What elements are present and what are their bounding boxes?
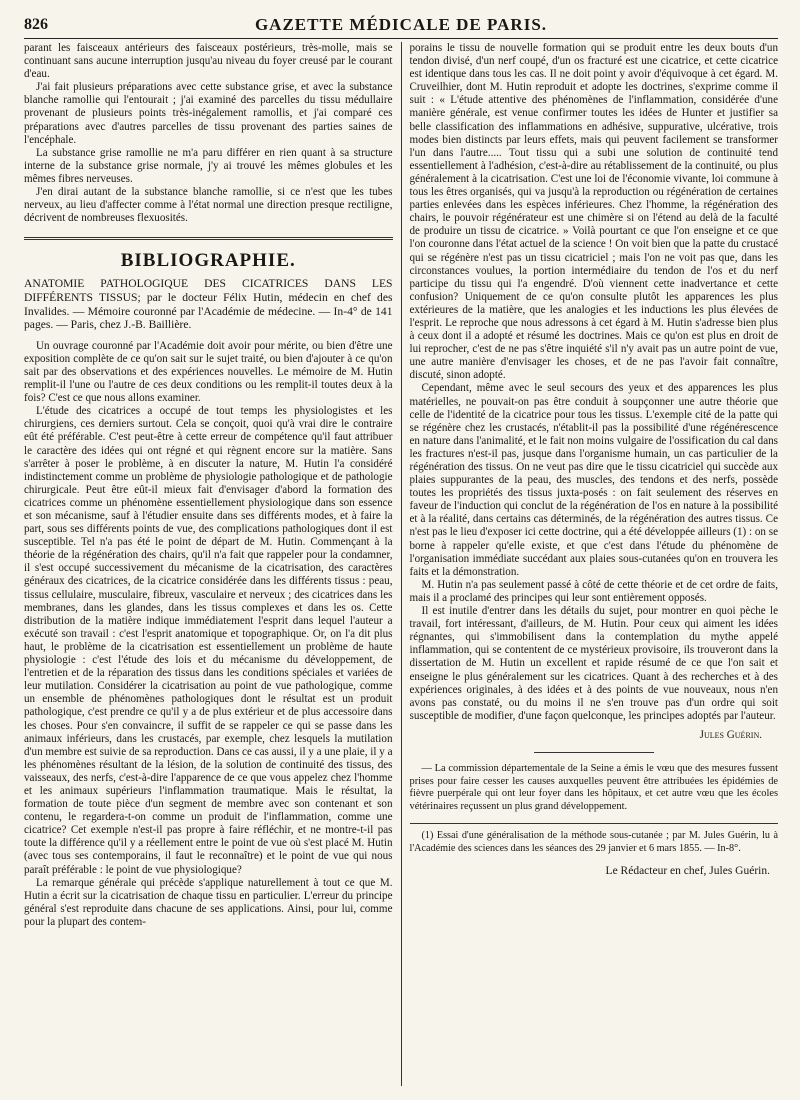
news-notice: — La commission départementale de la Seine a émis le vœu que des mesures fussent prises pour faire cesser les causes auxquelles peuvent être attribuées les épidémies de fièvre puerpérale qui ont leur foyer dans les hôpitaux, et cet autre vœu que les écoles vétérinaires reçussent un plus grand développement. — [409, 762, 778, 812]
running-head — [24, 14, 778, 39]
paragraph: Un ouvrage couronné par l'Académie doit avoir pour mérite, ou bien d'être une exposition complète de ce qu'on sait sur le sujet traité, ou bien d'ajouter à ce qu'on sait par des observations et des expériences nouvelles. Le mémoire de M. Hutin remplit-il l'une ou l'autre de ces deux conditions ou les remplit-il toutes deux à la fois? C'est ce que nous allons examiner. — [24, 339, 393, 405]
paragraph: J'en dirai autant de la substance blanche ramollie, si ce n'est que les tubes nerveux, au lieu d'affecter comme à l'état normal une direction presque rectiligne, décrivent de nombreuses flexuosités. — [24, 186, 393, 225]
section-title: BIBLIOGRAPHIE. — [120, 250, 296, 272]
paragraph: porains le tissu de nouvelle formation qui se produit entre les deux bouts d'un tendon divisé, d'un nerf coupé, d'un os fracturé est une cicatrice, et cette cicatrice est identique dans tous les cas. Il ne doit point y avoir d'équivoque à cet égard. M. Cruveilhier, dont M. Hutin reproduit et adopte les doctrines, s'exprime comme il suit : « L'étude attentive des phénomènes de l'inflammation, considérée d'une manière générale, est venue confirmer toutes les idées de Hunter et justifier sa belle classification des inflammations en adhésive, suppurative, ulcérative, trois modes bien distincts par leurs effets, mais qui peuvent facilement se transformer l'un dans l'autre..... Tout tissu qui a subi une solution de continuité tend essentiellement à l'adhésion, c'est-à-dire au rétablissement de la continuité, ou plus généralement à la cicatrisation. C'est une loi de l'économie vivante, loi commune à tous les êtres organisés, qui va jusqu'à la reproduction ou régénération de certaines parties enlevées dans les espèces inférieures. Chez l'homme, la régénération des chairs, le pouvoir régénérateur est une chimère si on l'étend au delà de la faculté de produire un tissu de cicatrice. » Voilà pourtant ce que l'on enseigne et ce que l'on couronne dans l'état actuel de la science ! On voit bien que la patte du crustacé qui se régénère n'est pas un tissu cicatriciel ; mais l'on ne voit pas que, dans les circonstances voulues, la portion intermédiaire du tendon de l'os et du nerf participe du tissu qui l'a engendré. D'où viennent cette inadvertance et cette confusion? Uniquement de ce qu'on consulte plutôt les apparences les plus extérieures de la matière, que les analogies et les inductions les plus élevées de l'esprit. Le reproche que nous adressons à cet égard à M. Hutin s'adresse bien plus à ceux dont il a adopté et résumé les doctrines. Mais ce qu'on est plus en droit de lui reprocher, c'est de ne pas s'être inquiété s'il n'y avait pas un autre point de vue, une autre manière d'envisager les choses, et de ne pas l'avoir fait connaître, discuté, sinon adopté. — [409, 42, 778, 382]
editor-line: Le Rédacteur en chef, Jules Guérin. — [605, 865, 770, 878]
paragraph: La substance grise ramollie ne m'a paru différer en rien quant à sa structure interne de la substance grise normale, j'y ai trouvé les mêmes globules et les mêmes fibres nerveuses. — [24, 146, 393, 185]
bibliography-title: ANATOMIE PATHOLOGIQUE DES CICATRICES DANS LES DIFFÉRENTS TISSUS — [24, 277, 393, 304]
paragraph: L'étude des cicatrices a occupé de tout temps les physiologistes et les chirurgiens, ces derniers surtout. Cela se conçoit, quoi qu'à vrai dire le contraire eût été préférable. C'est peut-être à cette erreur de compétence qu'il faut attribuer le caractère des idées qui ont régné et qui règnent encore sur la matière. Sans s'arrêter à poser le problème, à en discuter la nature, M. Hutin l'a considéré indistinctement comme un problème de physiologie pathologique et de pathologie chirurgicale. Peut être eût-il mieux fait d'envisager d'abord la formation des cicatrices comme un phénomène essentiellement physiologique dans son essence et son mécanisme, sauf à l'étudier ensuite dans ses différents modes, et à faire la part, sous ses différents points de vue, des complications pathologiques dont il est susceptible. Tel n'a pas été le point de départ de M. Hutin. Commençant à la théorie de la régénération des chairs, qu'il n'a fait que rappeler pour la condamner, il s'est occupé successivement du mécanisme de la cicatrisation, des caractères généraux des cicatrices, de la cicatrice considérée dans les différents tissus : peau, tissus cellulaire, musculaire, fibreux, vasculaire et nerveux ; des cicatrices dans les membranes, dans les glandes, dans les tissus complexes et dans les os. Cette distribution de la matière indique immédiatement l'esprit dans lequel l'auteur a exécuté son travail : c'est l'esprit anatomique et topographique. Or, on l'a dit plus haut, le problème de la cicatrisation est essentiellement un problème de haute physiologie : c'est l'étude des lois et du mécanisme du développement, de l'entretien et de la réparation des tissus dans les conditions spéciales et variées de leur mutilation. Considérer la cicatrisation au point de vue pathologique, comme un ensemble de phénomènes pathologiques dont le résultat est un produit pathologique, c'est prendre ce qu'il y a de plus extérieur et de plus accessoire dans les choses. Pour s'en convaincre, il suffit de se rappeler ce qui se passe dans les animaux inférieurs, dans les crustacés, par exemple, chez lesquels la mutilation d'un membre est suivie de sa reproduction. Dans ce cas aussi, il y a une plaie, il y a les phénomènes résultant de la lésion, de la solution de continuité des tissus, des vaisseaux, des nerfs, c'est-à-dire l'apparence de ce que vous appelez chez l'homme et les animaux supérieurs l'inflammation traumatique. Mais le résultat, la formation de toute pièce d'un segment de membre avec son contenant et son contenu, le regardera-t-on comme un produit de l'inflammation, comme une cicatrice? Cet exemple n'est-il pas propre à faire réfléchir, et ne montre-t-il pas toute la différence qu'il y a réellement entre le point de vue où s'est placé M. Hutin (avec tous ses contemporains, il faut le reconnaître) et le point de vue qui nous paraît préférable : le point de vue physiologique? — [24, 405, 393, 876]
text-columns — [24, 42, 778, 1086]
paragraph: Il est inutile d'entrer dans les détails du sujet, pour montrer en quoi pèche le travail, fort intéressant, d'ailleurs, de M. Hutin. Pour ceux qui aiment les idées régnantes, qui s'immobilisent dans la contemplation du mythe appelé inflammation, qui se contentent de ce mystérieux provisoire, ils trouveront dans la dissertation de M. Hutin un excellent et rapide résumé de ce que l'on sait et enseigne le plus généralement sur les cicatrices. Quant à des recherches et à des expériences originales, à des idées et à des points de vue nouveaux, nous n'en avons pas constaté, ou du moins il ne s'en trouve pas d'un ordre qui soit susceptible de modifier, d'une façon quelconque, les principes adoptés par l'auteur. — [409, 605, 778, 722]
paragraph: parant les faisceaux antérieurs des faisceaux postérieurs, très-molle, mais se continuant sans aucune interruption jusqu'au niveau du foyer creusé par le courant d'eau. — [24, 42, 393, 81]
left-column — [24, 42, 401, 1086]
footnote-divider — [410, 823, 779, 824]
paragraph: M. Hutin n'a pas seulement passé à côté de cette théorie et de cet ordre de faits, mais il a proclamé des principes qui leur sont entièrement opposés. — [409, 578, 778, 604]
right-column — [402, 42, 779, 1086]
paragraph: J'ai fait plusieurs préparations avec cette substance grise, et avec la substance blanche ramollie qui l'entourait ; j'ai examiné des parcelles du tissu médullaire provenant de plusieurs points très-inégalement ramollis, et j'ai comparé ces préparations avec d'autres parcelles de tissu provenant des parties saines de l'encéphale. — [24, 81, 393, 146]
bibliography-entry — [24, 277, 393, 331]
paragraph: La remarque générale qui précède s'applique naturellement à tout ce que M. Hutin a écrit sur la cicatrisation de chaque tissu en particulier. L'erreur du principe général s'est reproduite dans chacune de ses applications. Ainsi, pour lui, comme pour la plupart des contem- — [24, 876, 393, 928]
paragraph: Cependant, même avec le seul secours des yeux et des apparences les plus matérielles, ne pouvait-on pas être conduit à soupçonner une autre théorie que celle de l'identité de la cicatrice pour tous les tissus. L'exemple cité de la patte qui se régénère chez les crustacés, n'établit-il pas la possibilité d'une régénérescence en nature dans l'animalité, et le fait non moins vulgaire de l'ossification du cal dans les fractures n'est-il pas, jusque dans l'organisme humain, un cas particulier de la régénération des tissus. On ne veut pas dire que le tissu cicatriciel qui succède aux plaies suppurantes de la peau, des muscles, des tendons et des nerfs, possède toutes les propriétés des tissus juxta-posés : on fait seulement des réserves en faveur de l'induction qui conclut de la régénération de l'os en nature à la possibilité et à la réalité, dans certains cas déterminés, de la régénération des autres tissus. Ce n'est pas le lieu d'exposer ici cette doctrine, qui a été développée ailleurs (1) : on se borne à rappeler qu'elle existe, et que c'est dans l'étude du phénomène de l'organisation immédiate succédant aux plaies sous-cutanées qu'on en trouvera les faits et la démonstration. — [409, 382, 778, 578]
notice-divider — [534, 752, 654, 753]
section-divider — [24, 237, 393, 240]
journal-title: GAZETTE MÉDICALE DE PARIS. — [254, 15, 548, 34]
bibliography-details: ; par le docteur Félix Hutin, médecin en chef des Invalides. — Mémoire couronné par l'Académie de médecine. — In-4° de 141 pages. — Paris, chez J.-B. Baillière. — [24, 291, 393, 332]
page-number: 826 — [24, 16, 48, 33]
footnote: (1) Essai d'une généralisation de la méthode sous-cutanée ; par M. Jules Guérin, lu à l'Académie des sciences dans les séances des 29 janvier et 6 mars 1855. — In-8°. — [409, 830, 778, 854]
author-signature: Jules Guérin. — [699, 728, 762, 741]
